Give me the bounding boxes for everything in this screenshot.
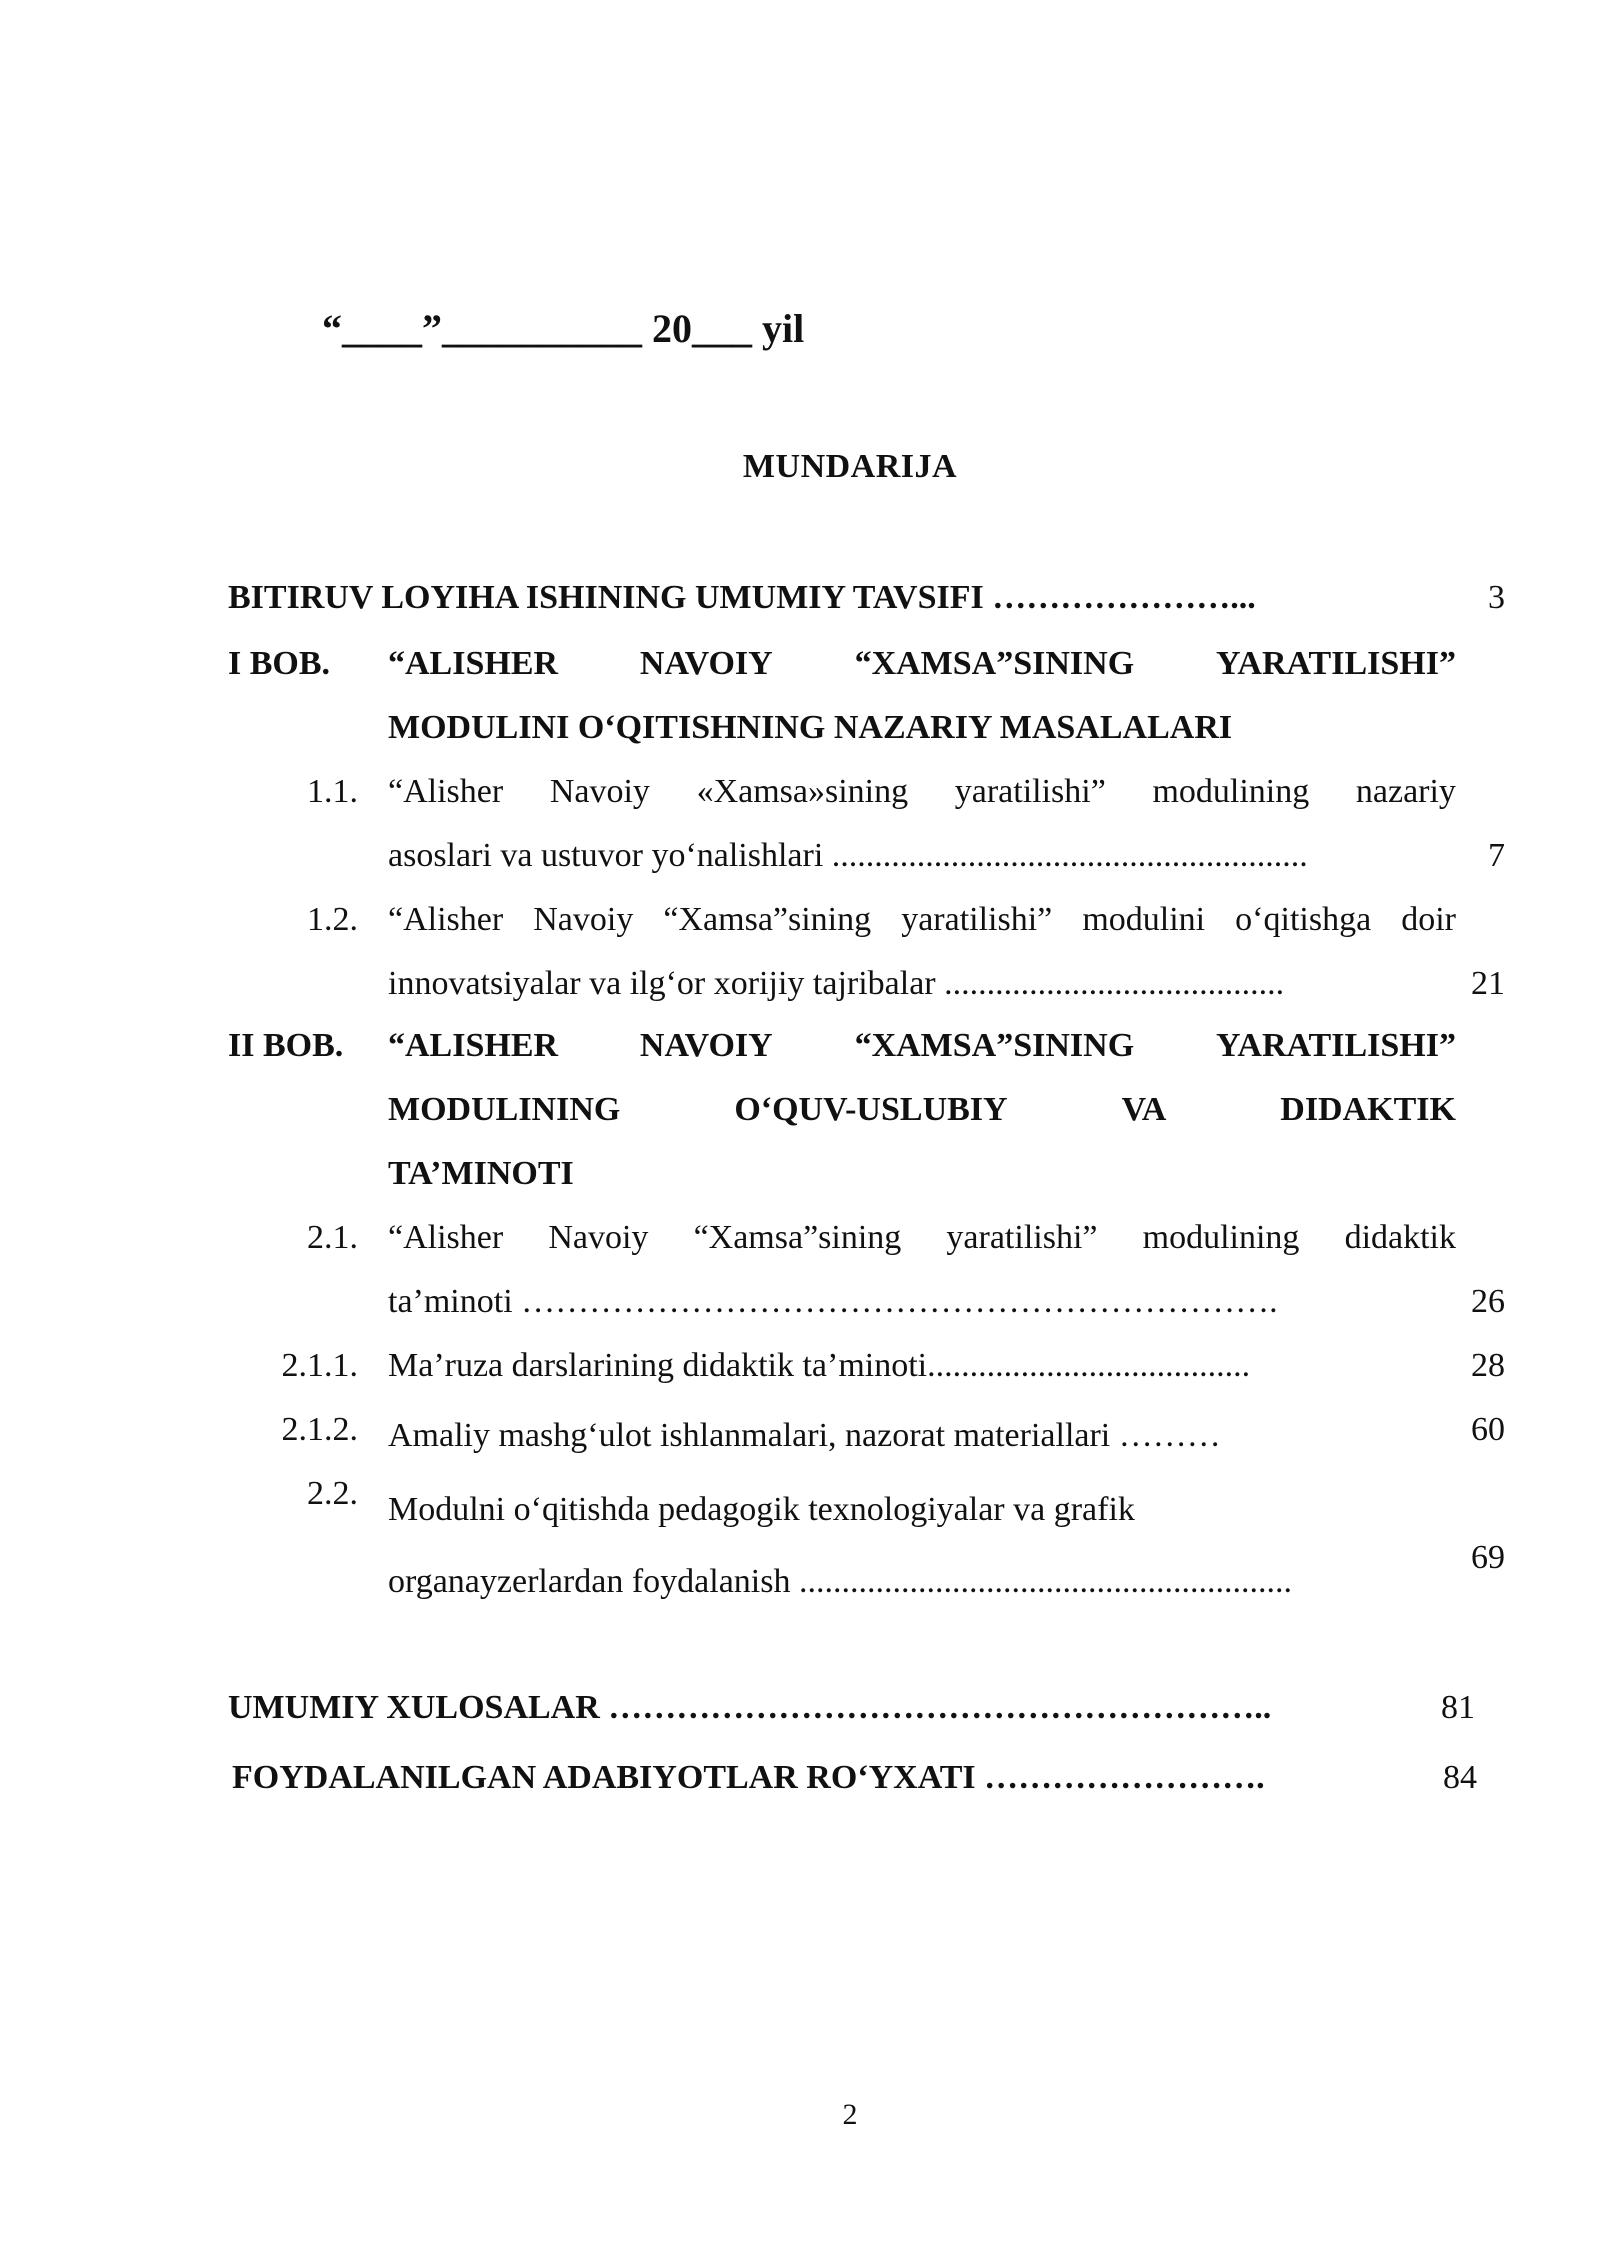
word: “Xamsa”sining: [693, 1219, 902, 1256]
toc-page-intro: 3: [1488, 579, 1505, 616]
word: “Alisher: [388, 1219, 504, 1256]
word: yaratilishi”: [946, 1219, 1098, 1256]
word: modulining: [1142, 1219, 1300, 1256]
toc-section-1-2-line2: innovatsiyalar va ilg‘or xorijiy tajribalar ........................................: [388, 965, 1285, 1002]
toc-page-2-1-2: 60: [1471, 1411, 1505, 1448]
word: Navoiy: [549, 773, 650, 810]
toc-chapter2-title-line3: TA’MINOTI: [388, 1155, 574, 1192]
toc-section-number: 2.1.1.: [281, 1347, 358, 1384]
word: NAVOIY: [639, 1027, 773, 1064]
word: O‘QUV-USLUBIY: [734, 1091, 1008, 1128]
toc-section-1-1-line2: asoslari va ustuvor yo‘nalishlari ........................................................: [388, 837, 1308, 874]
toc-page-2-1: 26: [1471, 1283, 1505, 1320]
toc-page-2-1-1: 28: [1471, 1347, 1505, 1384]
word: MODULINING: [388, 1091, 621, 1128]
word: didaktik: [1344, 1219, 1456, 1256]
toc-section-1-2-line1: [388, 900, 1456, 940]
toc-section-2-2-line2: organayzerlardan foydalanish ..........................................................: [388, 1563, 1292, 1600]
word: modulini: [1082, 901, 1206, 938]
toc-chapter2-title-line1: [388, 1026, 1456, 1066]
toc-section-1-1-line1: [388, 772, 1456, 812]
toc-section-number: 2.1.2.: [281, 1411, 358, 1448]
word: YARATILISHI”: [1215, 1027, 1456, 1064]
toc-section-number: 1.1.: [307, 773, 358, 810]
word: “Xamsa”sining: [663, 901, 872, 938]
word: VA: [1121, 1091, 1167, 1128]
toc-page-references: 84: [1443, 1759, 1477, 1796]
word: “XAMSA”SINING: [854, 1027, 1135, 1064]
word: “XAMSA”SINING: [854, 645, 1135, 682]
word: doir: [1401, 901, 1456, 938]
toc-chapter2-label: II BOB.: [228, 1027, 344, 1064]
toc-page-2-2: 69: [1471, 1539, 1505, 1576]
word: nazariy: [1355, 773, 1456, 810]
word: “Alisher: [388, 901, 504, 938]
toc-chapter1-title-line2: MODULINI O‘QITISHNING NAZARIY MASALALARI: [388, 709, 1233, 746]
toc-page-conclusions: 81: [1441, 1689, 1475, 1726]
toc-section-2-1-line2: ta’minoti ………………………………………………………….: [388, 1283, 1278, 1320]
toc-chapter2-title-line2: [388, 1090, 1456, 1130]
word: modulining: [1152, 773, 1310, 810]
toc-section-number: 2.1.: [307, 1219, 358, 1256]
page-number: 2: [842, 2098, 858, 2131]
toc-section-number: 1.2.: [307, 901, 358, 938]
toc-section-number: 2.2.: [307, 1475, 358, 1512]
word: YARATILISHI”: [1215, 645, 1456, 682]
date-line: “____”__________ 20___ yil: [322, 306, 805, 351]
word: o‘qitishga: [1235, 901, 1372, 938]
toc-section-2-1-2: Amaliy mashg‘ulot ishlanmalari, nazorat materiallari ………: [388, 1417, 1221, 1454]
word: NAVOIY: [639, 645, 773, 682]
word: «Xamsa»sining: [696, 773, 909, 810]
word: “Alisher: [388, 773, 504, 810]
word: “ALISHER: [388, 1027, 559, 1064]
toc-section-2-1-1: Ma’ruza darslarining didaktik ta’minoti......................................: [388, 1347, 1251, 1384]
word: Navoiy: [548, 1219, 649, 1256]
word: “ALISHER: [388, 645, 559, 682]
word: yaratilishi”: [901, 901, 1053, 938]
toc-page-1-1: 7: [1488, 837, 1505, 874]
toc-entry-references: FOYDALANILGAN ADABIYOTLAR RO‘YXATI …………………….: [232, 1759, 1265, 1796]
toc-page-1-2: 21: [1471, 965, 1505, 1002]
toc-section-2-1-line1: [388, 1218, 1456, 1258]
page-title: MUNDARIJA: [742, 448, 958, 485]
toc-entry-intro: BITIRUV LOYIHA ISHINING UMUMIY TAVSIFI …………………...: [228, 579, 1256, 616]
word: DIDAKTIK: [1280, 1091, 1456, 1128]
toc-entry-conclusions: UMUMIY XULOSALAR …………………………………………………..: [228, 1689, 1272, 1726]
toc-section-2-2-line1: Modulni o‘qitishda pedagogik texnologiyalar va grafik: [388, 1491, 1135, 1528]
word: yaratilishi”: [954, 773, 1106, 810]
toc-chapter1-label: I BOB.: [228, 645, 331, 682]
toc-chapter1-title-line1: [388, 644, 1456, 684]
word: Navoiy: [533, 901, 634, 938]
